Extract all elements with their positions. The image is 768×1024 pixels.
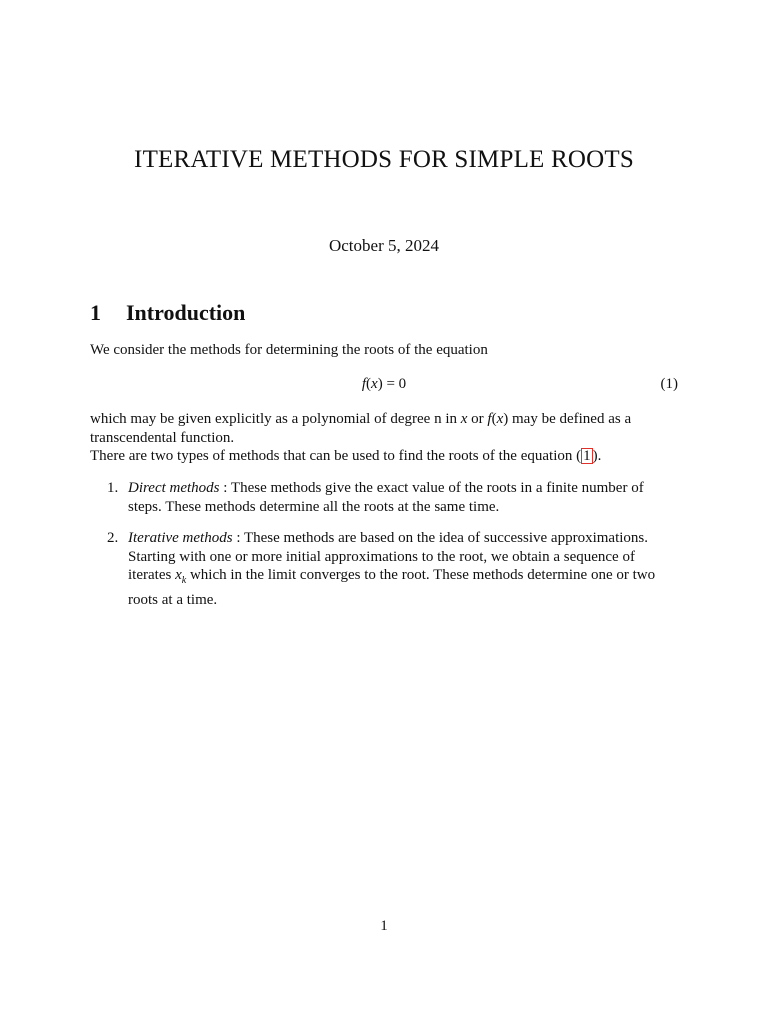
math-x-k: x bbox=[175, 567, 182, 583]
document-title: ITERATIVE METHODS FOR SIMPLE ROOTS bbox=[134, 146, 634, 173]
page-number: 1 bbox=[380, 918, 388, 934]
equation-rhs: = 0 bbox=[382, 376, 407, 392]
list-description-end: which in the limit converges to the root. These methods determine one or two roots at a time. bbox=[128, 567, 656, 608]
para2-text-2: or bbox=[467, 411, 488, 427]
equation-variable: x bbox=[371, 376, 378, 392]
math-open-paren: ( bbox=[491, 411, 497, 427]
list-item bbox=[90, 479, 678, 516]
equation-1 bbox=[90, 376, 678, 396]
equation-close-paren: ) bbox=[377, 376, 383, 392]
para2-text-1: which may be given explicitly as a polynomial of degree n in bbox=[90, 411, 461, 427]
list-marker: 2. bbox=[107, 530, 119, 546]
math-fx-var: x bbox=[496, 411, 504, 427]
math-x: x bbox=[460, 411, 468, 427]
list-item bbox=[90, 529, 678, 609]
explanation-paragraph bbox=[90, 410, 678, 466]
equation-function: f bbox=[361, 376, 367, 392]
section-title: Introduction bbox=[126, 300, 246, 325]
list-term: Direct methods bbox=[128, 480, 220, 496]
intro-paragraph: We consider the methods for determining the roots of the equation bbox=[90, 342, 488, 358]
section-number: 1 bbox=[90, 300, 101, 325]
list-term: Iterative methods bbox=[128, 530, 233, 546]
document-date: October 5, 2024 bbox=[328, 236, 439, 255]
para2-text-3: may be defined as a transcendental function. bbox=[90, 411, 632, 446]
equation-body bbox=[90, 376, 678, 393]
section-heading bbox=[90, 300, 245, 326]
math-f: f bbox=[487, 411, 492, 427]
equation-open-paren: ( bbox=[366, 376, 372, 392]
list-description: : These methods give the exact value of the roots in a finite number of steps. These methods determine all the roots at the same time. bbox=[128, 480, 644, 515]
methods-list bbox=[90, 479, 678, 622]
math-close-paren: ) bbox=[503, 411, 509, 427]
math-subscript-k: k bbox=[181, 575, 187, 586]
para2-line2-post: ). bbox=[592, 448, 602, 464]
list-description: : These methods are based on the idea of successive approximations. Starting with one or more initial approximations to the root, we obtain a sequence of iterates bbox=[128, 530, 648, 583]
equation-reference-link[interactable]: 1 bbox=[583, 448, 591, 464]
para2-line2-pre: There are two types of methods that can be used to find the roots of the equation ( bbox=[90, 448, 582, 464]
list-marker: 1. bbox=[107, 480, 119, 496]
equation-number: (1) bbox=[660, 376, 678, 392]
